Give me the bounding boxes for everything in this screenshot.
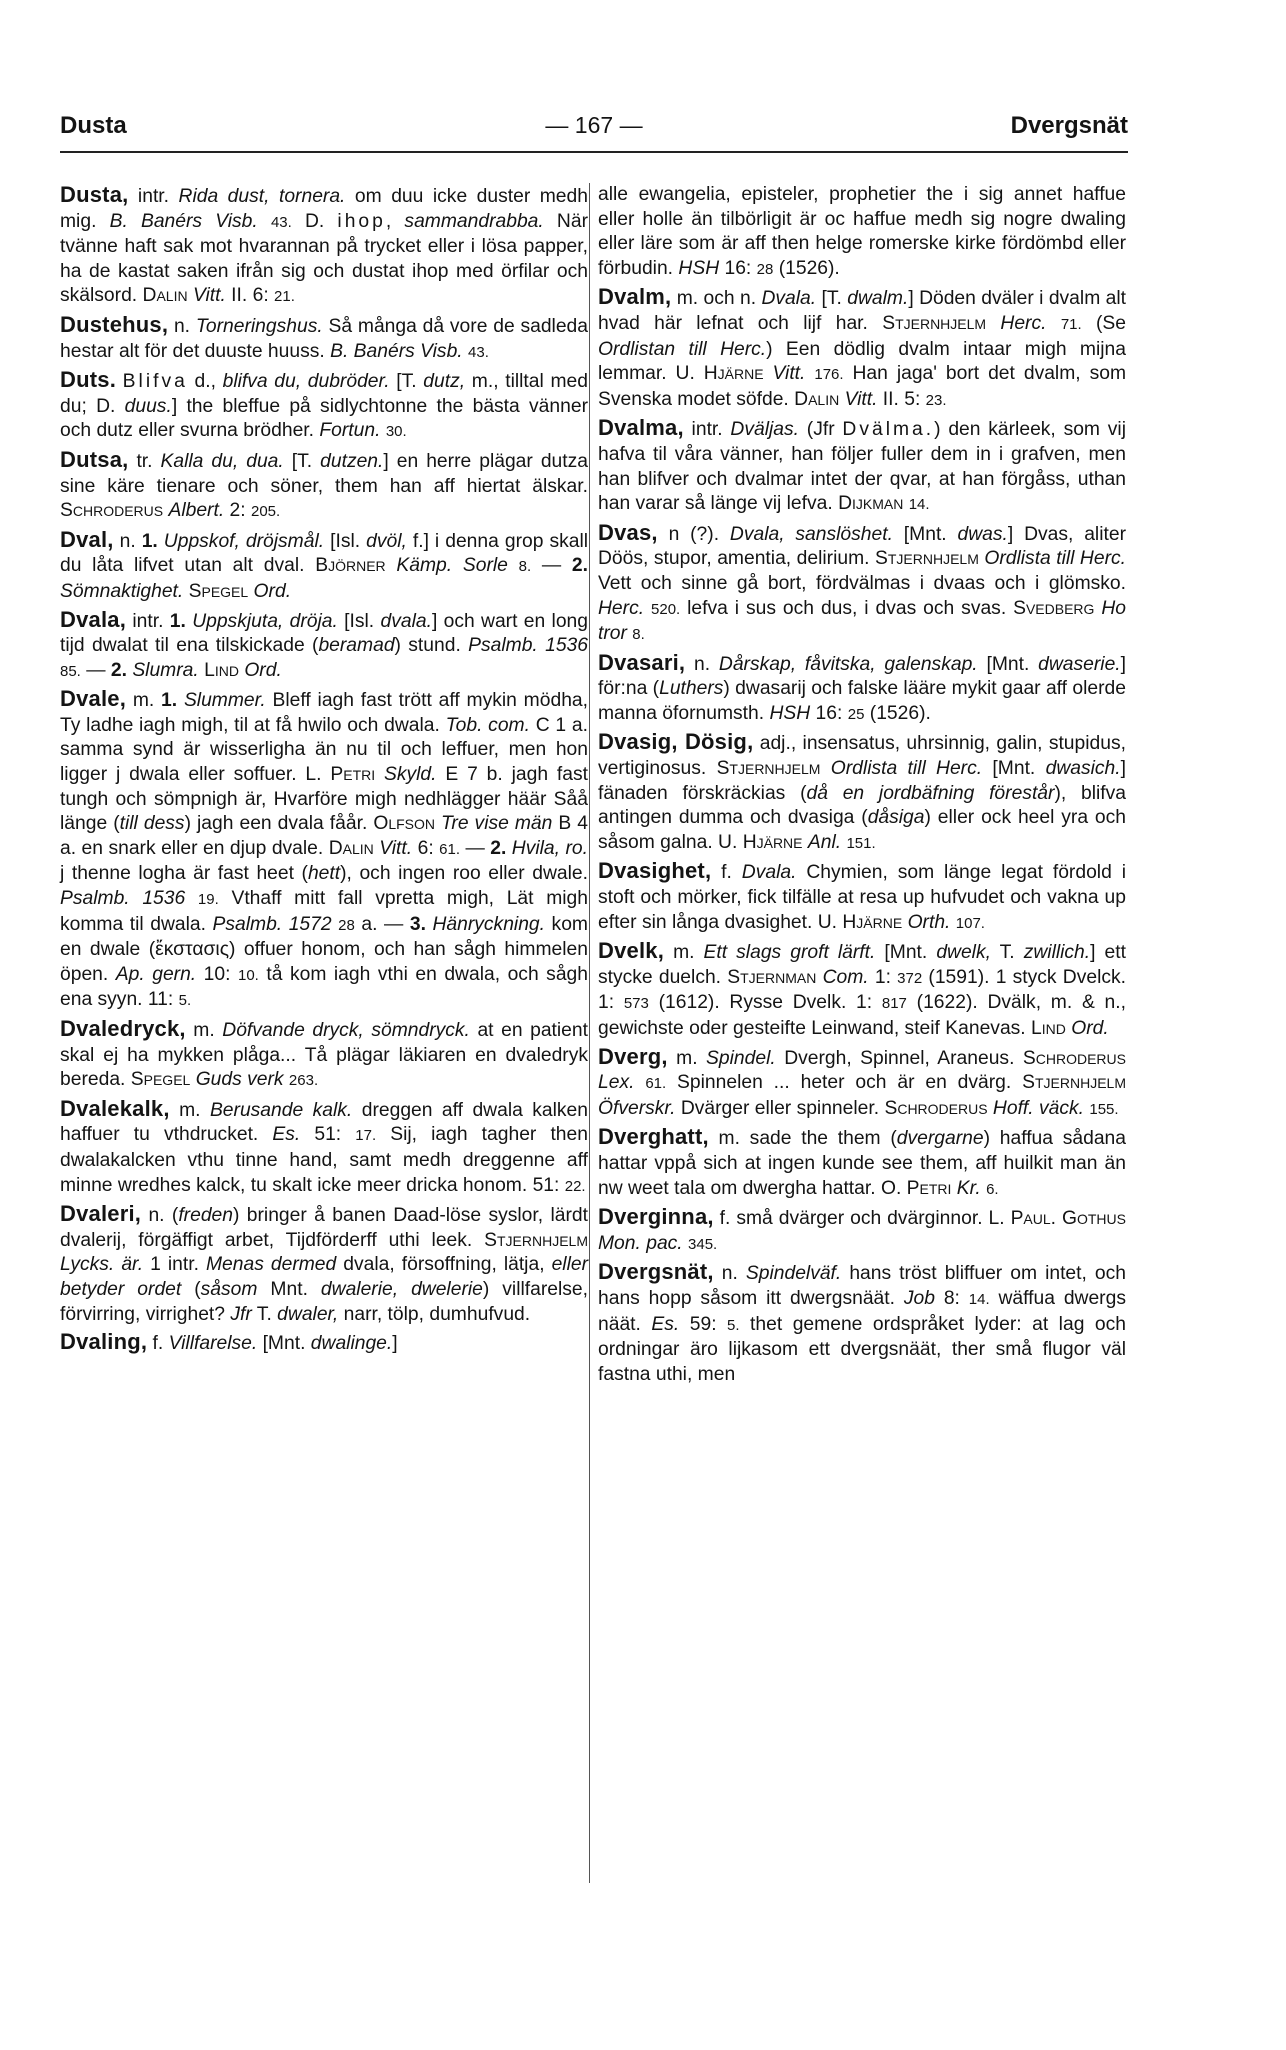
page-number: — 167 — [545,112,643,138]
headword: Dutsa, [60,446,129,472]
entry-dvaling-cont: alle ewangelia, episteler, prophetier the i sig annet haffue eller holle än tilbörligit är oc haffue medh sig nogre dwaling eller läre som är aff then helge romerske kirke fördömbd eller förbudin. HSH 16: 28 (1526). [598,184,1126,279]
entry-dverg: Dverg, m. Spindel. Dvergh, Spinnel, Araneus. Schroderus Lex. 61. Spinnelen ... heter och är en dvärg. Stjernhjelm Öfverskr. Dvärger eller spinneler. Schroderus Hoff. väck. 155. [598,1043,1126,1119]
entry-dverginna: Dverginna, f. små dvärger och dvärginnor. L. Paul. Gothus Mon. pac. 345. [598,1204,1126,1254]
column-divider [589,183,590,1883]
entry-dvergsnat: Dvergsnät, n. Spindelväf. hans tröst bliffuer om intet, och hans hopp såsom itt dwergsnäät. Job 8: 14. wäffua dwergs näät. Es. 59: 5. thet gemene ordspråket lyder: at lag och ordningar äro lijkasom ett dvergsnäät, ther små flugor väl fastna uthi, men [598,1259,1126,1385]
headword: Dverginna, [598,1204,714,1230]
entry-dval: Dval, n. 1. Uppskof, dröjsmål. [Isl. dvöl, f.] i denna grop skall du låta lifvet utan alt dval. Björner Kämp. Sorle 8. — 2. Sömnaktighet. Spegel Ord. [60,526,589,602]
entry-dvala: Dvala, intr. 1. Uppskjuta, dröja. [Isl. dvala.] och wart en long tijd dwalat til ena tilskickade (beramad) stund. Psalmb. 1536 85. — 2. Slumra. Lind Ord. [60,606,589,681]
entry-dvasari: Dvasari, n. Dårskap, fåvitska, galenskap. [Mnt. dwaserie.] för:na (Luthers) dwasarij och falske lääre mykit gaar aff olerde manna öfornumsth. HSH 16: 25 (1526). [598,649,1127,724]
headword: Dvalm, [598,284,672,310]
headword: Dustehus, [60,311,169,337]
headword: Dvala, [60,606,127,632]
headword: Dvasighet, [598,858,712,884]
entry-dusta: Dusta, intr. Rida dust, tornera. om duu icke duster medh mig. B. Banérs Visb. 43. D. ihop, sammandrabba. När tvänne haft sak mot hvarannan på trycket eller i lösa papper, ha de kastat saken ifrån sig och dustat ihop med örfilar och skälsord. Dalin Vitt. II. 6: 21. [60,182,588,307]
entry-dustehus: Dustehus, n. Torneringshus. Så många då vore de sadleda hestar alt för det duuste huuss. B. Banérs Visb. 43. [60,311,589,362]
right-column [598,183,1126,1390]
running-head-right: Dvergsnät [1010,112,1128,139]
headword: Dvergsnät, [598,1259,714,1285]
entry-dvalm: Dvalm, m. och n. Dvala. [T. dwalm.] Döden dväler i dvalm alt hvad här lefnat och lijf har. Stjernhjelm Herc. 71. (Se Ordlistan till Herc.) Een dödlig dvalm intaar migh mijna lemmar. U. Hjärne Vitt. 176. Han jaga' bort det dvalm, som Svenska modet söfde. Dalin Vitt. II. 5: 23. [598,284,1127,410]
headword: Dvaleri, [60,1201,142,1227]
entry-dvale: Dvale, m. 1. Slummer. Bleff iagh fast trött aff mykin mödha, Ty ladhe iagh migh, til at få hwilo och dwala. Tob. com. C 1 a. samma synd är wisserligha än nu til och leffuer, men hon ligger j dwala eller soffuer. L. Petri Skyld. E 7 b. jagh fast tungh och sömpnigh är, Hvarföre migh nedhlägger häär Såå länge (till dess) jagh een dvala fåår. Olfson Tre vise män B 4 a. en snark eller en djup dvale. Dalin Vitt. 6: 61. — 2. Hvila, ro. j thenne logha är fast heet (hett), och ingen roo eller dwale. Psalmb. 1536 19. Vthaff mitt fall vpretta migh, Lät migh komma til dwala. Psalmb. 1572 28 a. — 3. Hänryckning. kom en dwale (ἔκστασις) offuer honom, och han sågh himmelen öpen. Ap. gern. 10: 10. tå kom iagh vthi en dwala, och sågh ena syyn. 11: 5. [60,686,588,1011]
headword: Dvaledryck, [60,1016,186,1041]
entry-dvaling: Dvaling, f. Villfarelse. [Mnt. dwalinge.] [60,1329,398,1355]
headword: Dverghatt, [598,1124,709,1150]
entry-dutsa: Dutsa, tr. Kalla du, dua. [T. dutzen.] en herre plägar dutza sine käre tienare och söner, them han aff hiertat älskar. Schroderus Albert. 2: 205. [60,446,588,522]
headword: Dvasari, [598,649,686,675]
headword: Dvasig, Dösig, [598,729,754,755]
headword: Dval, [60,526,114,552]
entry-dvalma: Dvalma, intr. Dväljas. (Jfr Dvälma.) den kärleek, som vij hafva til våra vänner, han följer fuller dem in i grafven, men han blifver och dvalmar intet der qvar, at han förgåss, uthan han varar så länge vij lefva. Dijkman 14. [598,415,1126,515]
entry-dvelk: Dvelk, m. Ett slags groft lärft. [Mnt. dwelk, T. zwillich.] ett stycke duelch. Stjernman Com. 1: 372 (1591). 1 styck Dvelck. 1: 573 (1612). Rysse Dvelk. 1: 817 (1622). Dvälk, m. & n., gewichste oder gesteifte Leinwand, steif Kanevas. Lind Ord. [598,938,1126,1039]
headword: Dusta, [60,182,129,207]
header-rule [60,151,1128,153]
left-column [60,183,588,1360]
entry-dvasighet: Dvasighet, f. Dvala. Chymien, som länge legat fördold i stoft och mörker, fick tilfälle at resa up hufvudet och vakna up efter sin långa dvasighet. U. Hjärne Orth. 107. [598,858,1126,933]
headword: Dvelk, [598,938,665,964]
headword: Dvale, [60,686,127,712]
headword: Duts. [60,367,116,393]
entry-dvasig: Dvasig, Dösig, adj., insensatus, uhrsinnig, galin, stupidus, vertiginosus. Stjernhjelm Ordlista till Herc. [Mnt. dwasich.] fänaden förskräckias (då en jordbäfning förestår), blifva antingen dumma och dvasiga (dåsiga) eller ock heel yra och såsom galna. U. Hjärne Anl. 151. [598,729,1127,853]
entry-dverghatt: Dverghatt, m. sade the them (dvergarne) haffua sådana hattar vppå sich at ingen kunde see them, aff huilkit man än nw weet tala om dwergha hattar. O. Petri Kr. 6. [598,1124,1126,1199]
headword: Dvaling, [60,1329,148,1355]
headword: Dvalekalk, [60,1095,170,1121]
entry-dvalekalk: Dvalekalk, m. Berusande kalk. dreggen aff dwala kalken haffuer tu vthdrucket. Es. 51: 17. Sij, iagh tagher then dwalakalcken vthu tinne hand, samt medh dreggenne aff minne wredhes kalck, tu skalt icke meer dricka honom. 51: 22. [60,1095,589,1196]
running-head-left: Dusta [60,112,127,139]
entry-dvaledryck: Dvaledryck, m. Döfvande dryck, sömndryck. at en patient skal ej ha mykken plåga... Tå plägar läkiaren en dvaledryk bereda. Spegel Guds verk 263. [60,1016,588,1091]
headword: Dvalma, [598,415,684,441]
headword: Dverg, [598,1043,668,1069]
headword: Dvas, [598,519,658,545]
entry-dvas: Dvas, n (?). Dvala, sanslöshet. [Mnt. dwas.] Dvas, aliter Döös, stupor, amentia, delirium. Stjernhjelm Ordlista till Herc. Vett och sinne gå bort, fördvälmas i dvaas och i glömsko. Herc. 520. lefva i sus och dus, i dvas och svas. Svedberg Ho tror 8. [598,519,1127,645]
entry-dvaleri: Dvaleri, n. (freden) bringer å banen Daad-löse syslor, lärdt dvalerij, förgäffigt arbet, Tijdförderff uthi leek. Stjernhjelm Lycks. är. 1 intr. Menas dermed dvala, försoffning, lätja, eller betyder ordet (såsom Mnt. dwalerie, dwelerie) villfarelse, förvirring, virrighet? Jfr T. dwaler, narr, tölp, dumhufvud. [60,1201,589,1325]
page-header [60,112,1128,152]
entry-duts: Duts. Blifva d., blifva du, dubröder. [T. dutz, m., tilltal med du; D. duus.] the bleffue på sidlychtonne the bästa vänner och dutz eller svurna brödher. Fortun. 30. [60,367,588,442]
